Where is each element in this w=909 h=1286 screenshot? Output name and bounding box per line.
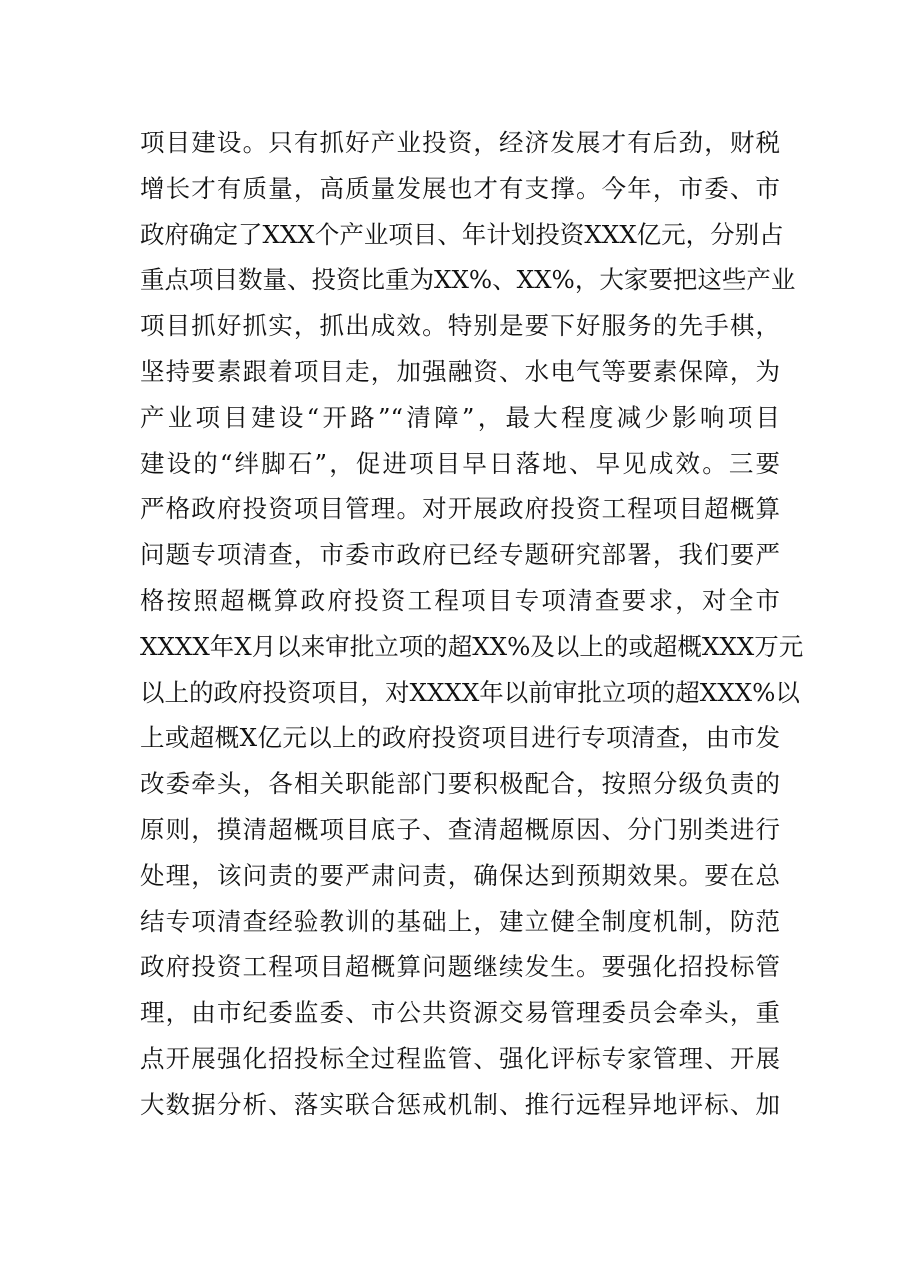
- text-line: 大数据分析、落实联合惩戒机制、推行远程异地评标、加: [140, 1089, 780, 1119]
- text-line: 产业项目建设“开路”“清障”，最大程度减少影响项目: [140, 402, 780, 432]
- text-line: 重点项目数量、投资比重为XX%、XX%，大家要把这些产业: [140, 265, 796, 295]
- text-line: XXXX年X月以来审批立项的超XX%及以上的或超概XXX万元: [140, 631, 804, 661]
- text-line: 项目抓好抓实，抓出成效。特别是要下好服务的先手棋，: [140, 311, 780, 341]
- text-line: 原则，摸清超概项目底子、查清超概原因、分门别类进行: [140, 814, 780, 844]
- text-line: 坚持要素跟着项目走，加强融资、水电气等要素保障，为: [140, 356, 780, 386]
- text-line: 以上的政府投资项目，对XXXX年以前审批立项的超XXX%以: [140, 677, 800, 707]
- text-line: 上或超概X亿元以上的政府投资项目进行专项清查，由市发: [140, 723, 780, 753]
- text-line: 点开展强化招投标全过程监管、强化评标专家管理、开展: [140, 1043, 780, 1073]
- text-line: 问题专项清查，市委市政府已经专题研究部署，我们要严: [140, 540, 780, 570]
- text-line: 严格政府投资项目管理。对开展政府投资工程项目超概算: [140, 494, 780, 524]
- text-line: 项目建设。只有抓好产业投资，经济发展才有后劲，财税: [140, 128, 780, 157]
- text-line: 处理，该问责的要严肃问责，确保达到预期效果。要在总: [140, 860, 780, 890]
- text-line: 结专项清查经验教训的基础上，建立健全制度机制，防范: [140, 906, 780, 936]
- body-paragraph: [140, 120, 804, 1128]
- text-line: 格按照超概算政府投资工程项目专项清查要求，对全市: [140, 585, 780, 615]
- text-line: 建设的“绊脚石”，促进项目早日落地、早见成效。三要: [140, 448, 780, 478]
- text-line: 政府确定了XXX个产业项目、年计划投资XXX亿元，分别占: [140, 219, 784, 249]
- text-line: 增长才有质量，高质量发展也才有支撑。今年，市委、市: [140, 173, 780, 203]
- text-line: 改委牵头，各相关职能部门要积极配合，按照分级负责的: [140, 769, 780, 799]
- text-line: 理，由市纪委监委、市公共资源交易管理委员会牵头，重: [140, 998, 780, 1028]
- text-line: 政府投资工程项目超概算问题继续发生。要强化招投标管: [140, 952, 780, 982]
